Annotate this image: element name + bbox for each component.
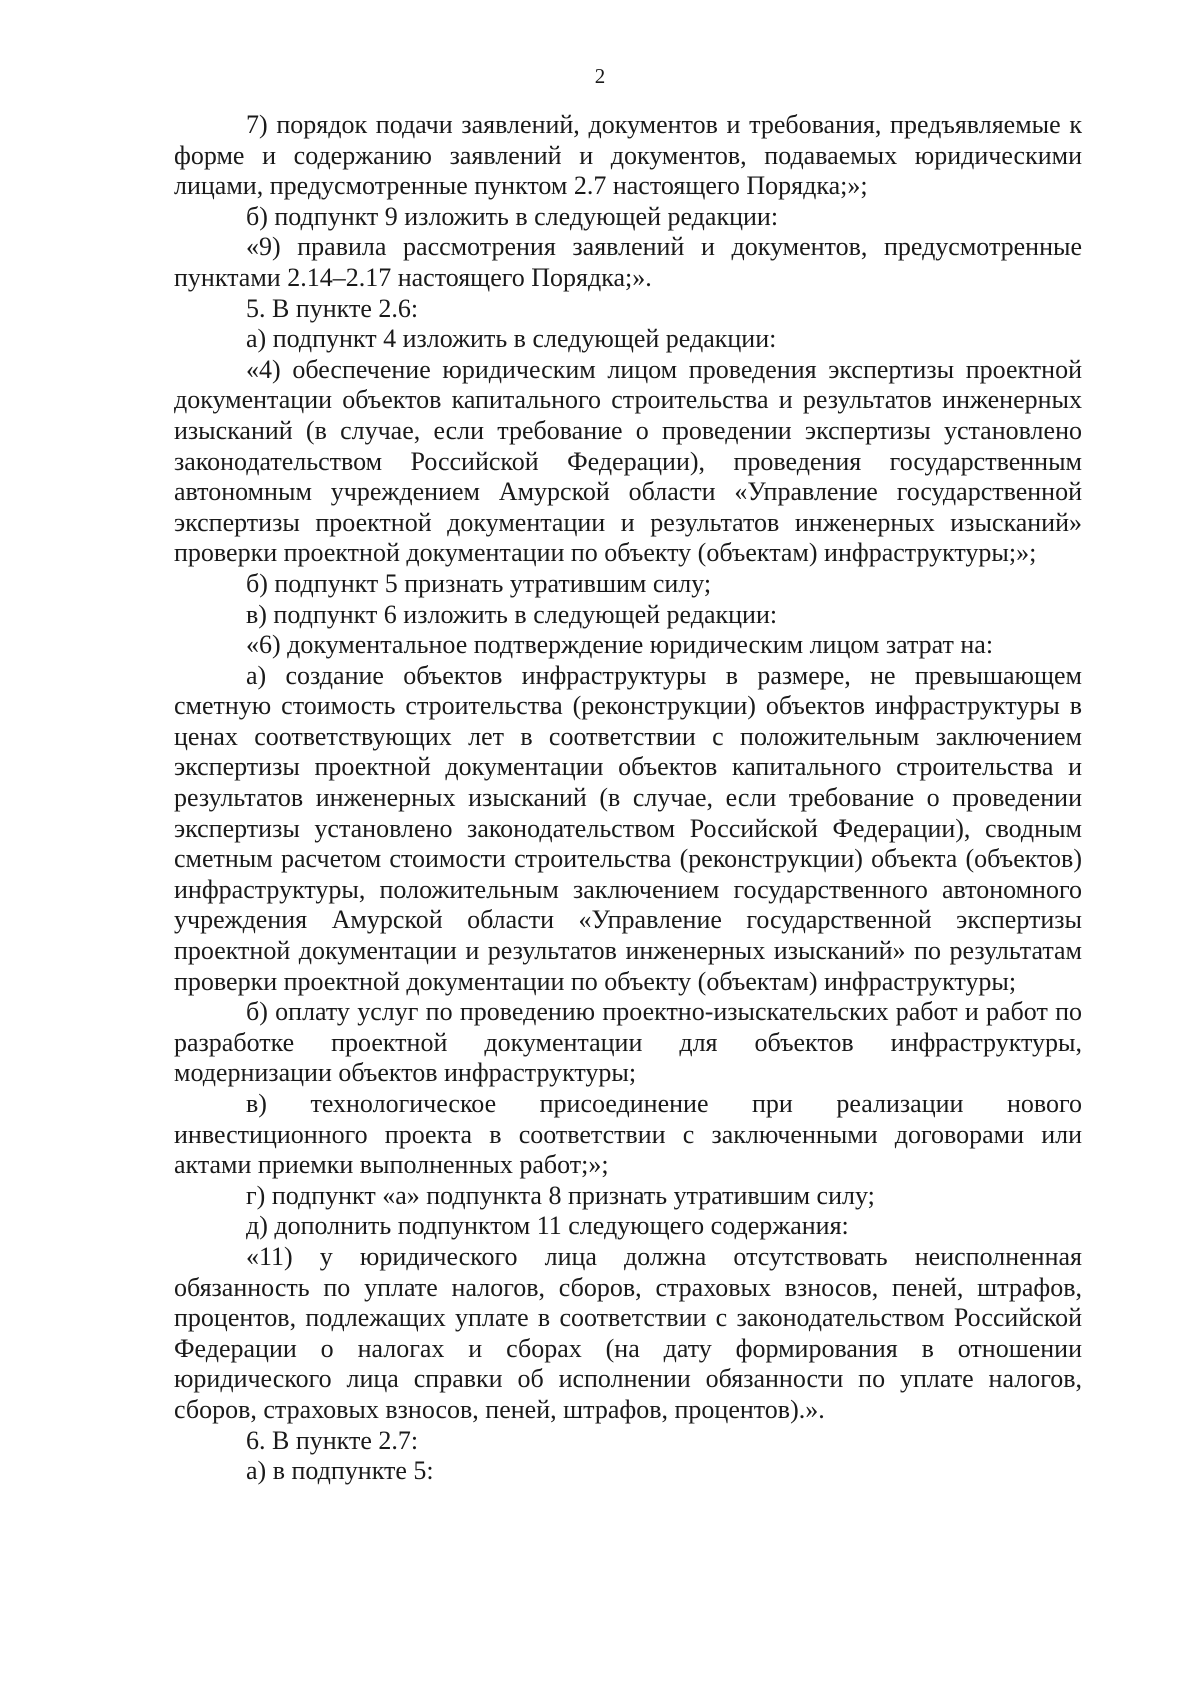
paragraph: 7) порядок подачи заявлений, документов и требования, предъявляемые к форме и содержанию заявлений и документов, подаваемых юридическими лицами, предусмотренные пунктом 2.7 настоящего Порядка;»; [174,110,1082,201]
paragraph: б) подпункт 5 признать утратившим силу; [246,568,712,598]
paragraph: 6. В пункте 2.7: [246,1425,419,1455]
paragraph: д) дополнить подпунктом 11 следующего содержания: [246,1211,849,1241]
paragraph: г) подпункт «а» подпункта 8 признать утратившим силу; [246,1180,875,1210]
paragraph: б) подпункт 9 изложить в следующей редакции: [246,201,779,231]
paragraph: «4) обеспечение юридическим лицом проведения экспертизы проектной документации объектов капитального строительства и результатов инженерных изысканий (в случае, если требование о проведении экспертизы установлено законодательством Российской Федерации), проведения государственным автономным учреждением Амурской области «Управление государственной экспертизы проектной документации и результатов инженерных изысканий» проверки проектной документации по объекту (объектам) инфраструктуры;»; [174,354,1082,568]
paragraph: в) технологическое присоединение при реализации нового инвестиционного проекта в соответствии с заключенными договорами или актами приемки выполненных работ;»; [174,1089,1082,1180]
paragraph: а) подпункт 4 изложить в следующей редакции: [246,324,777,354]
paragraph: а) создание объектов инфраструктуры в размере, не превышающем сметную стоимость строительства (реконструкции) объектов инфраструктуры в ценах соответствующих лет в соответствии с положительным заключением экспертизы проектной документации объектов капитального строительства и результатов инженерных изысканий (в случае, если требование о проведении экспертизы установлено законодательством Российской Федерации), сводным сметным расчетом стоимости строительства (реконструкции) объекта (объектов) инфраструктуры, положительным заключением государственного автономного учреждения Амурской области «Управление государственной экспертизы проектной документации и результатов инженерных изысканий» по результатам проверки проектной документации по объекту (объектам) инфраструктуры; [174,660,1082,996]
paragraph: «9) правила рассмотрения заявлений и документов, предусмотренные пунктами 2.14–2.17 настоящего Порядка;». [174,232,1082,292]
page-number: 2 [594,64,606,88]
paragraph: «11) у юридического лица должна отсутствовать неисполненная обязанность по уплате налогов, сборов, страховых взносов, пеней, штрафов, процентов, подлежащих уплате в соответствии с законодательством Российской Федерации о налогах и сборах (на дату формирования в отношении юридического лица справки об исполнении обязанности по уплате налогов, сборов, страховых взносов, пеней, штрафов, процентов).». [174,1241,1082,1424]
paragraph: 5. В пункте 2.6: [246,293,419,323]
document-body [174,110,1082,1487]
paragraph: «6) документальное подтверждение юридическим лицом затрат на: [246,630,994,660]
paragraph: в) подпункт 6 изложить в следующей редакции: [246,599,778,629]
paragraph: а) в подпункте 5: [246,1456,434,1486]
paragraph: б) оплату услуг по проведению проектно-изыскательских работ и работ по разработке проектной документации для объектов инфраструктуры, модернизации объектов инфраструктуры; [174,997,1082,1088]
